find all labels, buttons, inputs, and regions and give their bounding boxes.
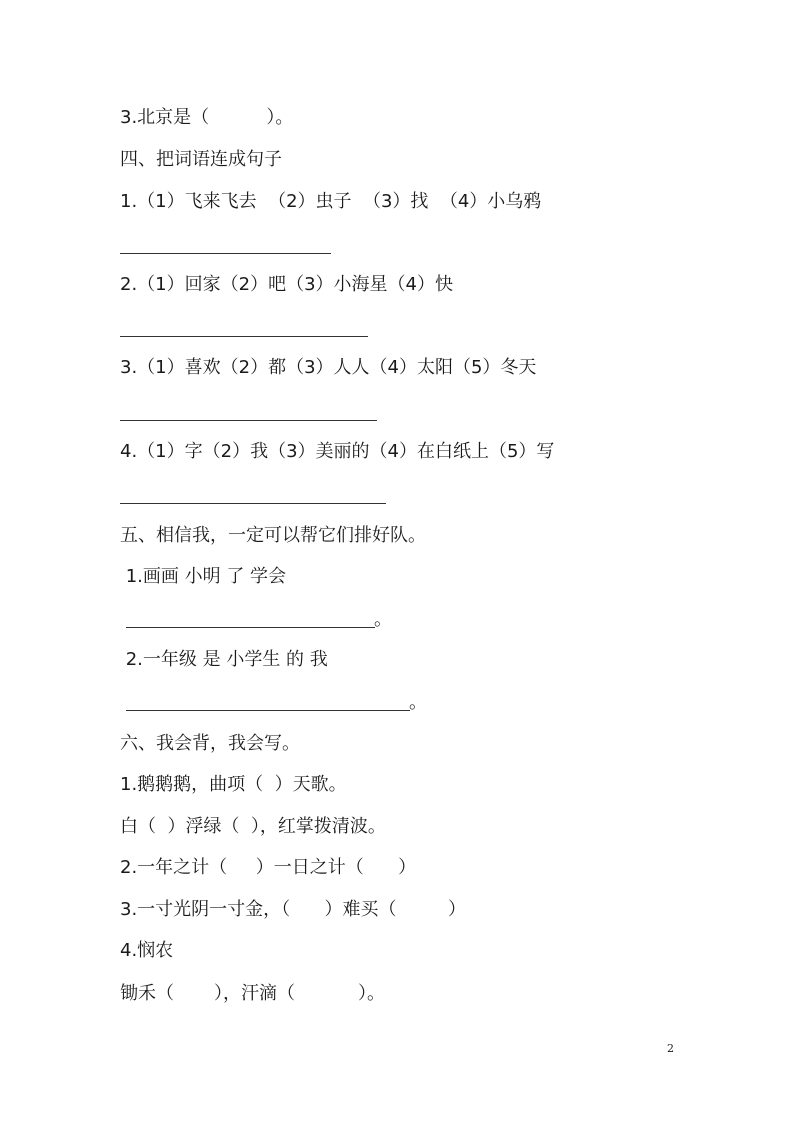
answer-line bbox=[120, 420, 377, 421]
poem-line: 白（ ）浮绿（ ），红掌拨清波。 bbox=[120, 816, 386, 837]
section-heading: 六、我会背，我会写。 bbox=[120, 733, 300, 754]
answer-line bbox=[120, 503, 386, 504]
question-line: 4.（1）字（2）我（3）美丽的（4）在白纸上（5）写 bbox=[120, 441, 555, 462]
question-line: 1.画画 小明 了 学会 bbox=[120, 566, 287, 587]
poem-line: 锄禾（ ），汗滴（ ）。 bbox=[120, 983, 385, 1004]
period-mark: 。 bbox=[374, 609, 392, 630]
answer-line bbox=[126, 710, 410, 711]
section-heading: 四、把词语连成句子 bbox=[120, 149, 282, 170]
question-line: 3.一寸光阴一寸金，（ ）难买（ ） bbox=[120, 899, 466, 920]
answer-line bbox=[126, 627, 375, 628]
question-line: 3.（1）喜欢（2）都（3）人人（4）太阳（5）冬天 bbox=[120, 357, 537, 378]
question-line: 3.北京是（ ）。 bbox=[120, 107, 294, 128]
section-heading: 五、相信我，一定可以帮它们排好队。 bbox=[120, 525, 426, 546]
answer-line bbox=[120, 253, 331, 254]
poem-line: 1.鹅鹅鹅，曲项（ ）天歌。 bbox=[120, 774, 347, 795]
page-number: 2 bbox=[667, 1042, 674, 1055]
answer-line bbox=[120, 336, 368, 337]
question-line: 2.一年之计（ ）一日之计（ ） bbox=[120, 857, 417, 878]
question-line: 1.（1）飞来飞去 （2）虫子 （3）找 （4）小乌鸦 bbox=[120, 191, 542, 212]
poem-title: 4.悯农 bbox=[120, 940, 174, 961]
question-line: 2.一年级 是 小学生 的 我 bbox=[120, 649, 328, 670]
question-line: 2.（1）回家（2）吧（3）小海星（4）快 bbox=[120, 274, 453, 295]
period-mark: 。 bbox=[409, 692, 427, 713]
